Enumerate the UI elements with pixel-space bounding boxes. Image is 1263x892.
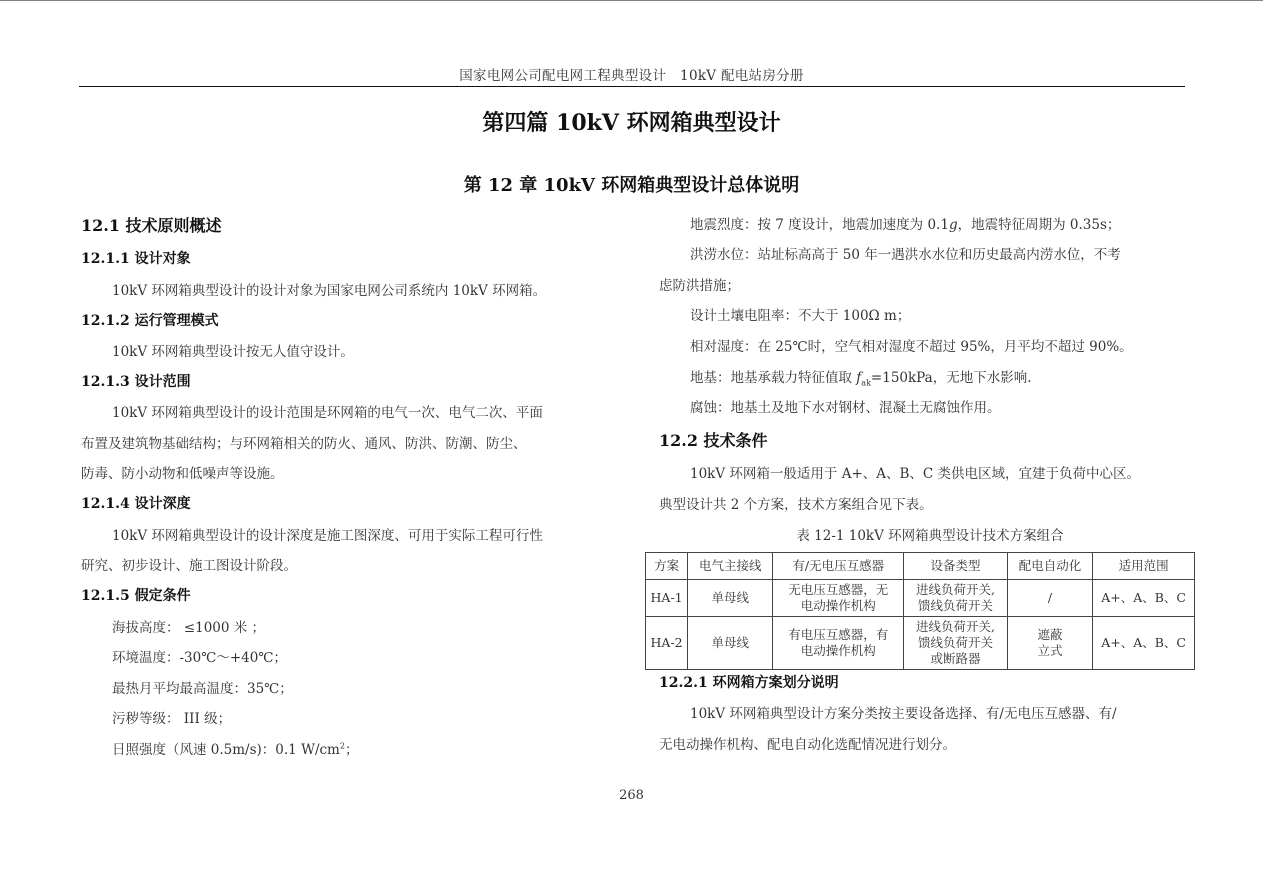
cell-line: 电动操作机构 [800,598,876,613]
paragraph-tech-conditions-line: 10kV 环网箱一般适用于 A+、A、B、C 类供电区域，宜建于负荷中心区。 [690,466,1141,482]
part-title: 第四篇 10kV 环网箱典型设计 [482,110,781,136]
column-header: 电气主接线 [688,553,773,580]
section-heading-12-1: 12.1 技术原则概述 [81,216,222,235]
solar-text: 日照强度（风速 0.5m/s)：0.1 W/cm [112,742,340,758]
paragraph-tech-conditions-line: 典型设计共 2 个方案，技术方案组合见下表。 [659,497,933,513]
condition-solar-intensity [81,738,358,758]
section-heading-12-2-1: 12.2.1 环网箱方案划分说明 [659,675,839,691]
cell-line: 馈线负荷开关 [917,598,993,613]
paragraph-design-depth-line: 10kV 环网箱典型设计的设计深度是施工图深度、可用于实际工程可行性 [112,528,543,544]
table-row [646,580,1195,617]
condition-flood-line: 洪涝水位：站址标高高于 50 年一遇洪水水位和历史最高内涝水位，不考 [690,247,1121,263]
header-rule [79,86,1185,87]
paragraph-design-scope-line: 布置及建筑物基础结构；与环网箱相关的防火、通风、防洪、防潮、防尘、 [81,436,527,452]
cell-automation [1007,617,1092,670]
condition-corrosion: 腐蚀：地基土及地下水对钢材、混凝土无腐蚀作用。 [690,400,1001,416]
cell-line: 有电压互感器，有 [788,627,889,642]
running-header: 国家电网公司配电网工程典型设计 10kV 配电站房分册 [459,68,804,84]
seismic-suffix: ，地震特征周期为 0.35s； [957,217,1121,233]
cell-line: 进线负荷开关, [915,582,995,597]
condition-ambient-temperature: 环境温度：-30℃～+40℃； [112,650,287,666]
condition-seismic [659,213,1120,233]
cell-wiring: 单母线 [688,580,773,617]
paragraph-operation-mode: 10kV 环网箱典型设计按无人值守设计。 [112,344,354,360]
scheme-table [645,552,1195,670]
cell-line: 进线负荷开关, [915,619,995,634]
paragraph-scheme-division-line: 无电动操作机构、配电自动化选配情况进行划分。 [659,737,956,753]
column-header: 适用范围 [1093,553,1195,580]
condition-flood-line: 虑防洪措施； [659,278,740,294]
cell-scope: A+、A、B、C [1093,580,1195,617]
cell-line: 无电压互感器，无 [788,582,889,597]
foundation-suffix: =150kPa，无地下水影响. [870,370,1032,386]
solar-suffix: ； [344,742,359,758]
cell-line: 或断路器 [930,651,981,666]
window-top-border [0,0,1263,1]
cell-line: / [1047,590,1053,605]
cell-line: 立式 [1037,643,1063,658]
condition-pollution-level: 污秽等级： III 级； [112,711,232,727]
condition-max-temperature: 最热月平均最高温度：35℃； [112,681,293,697]
cell-equipment [904,617,1008,670]
table-row [646,617,1195,670]
section-heading-12-1-1: 12.1.1 设计对象 [81,251,191,267]
condition-altitude: 海拔高度： ≤1000 米 ； [112,620,266,636]
chapter-title: 第 12 章 10kV 环网箱典型设计总体说明 [463,175,800,196]
cell-equipment [904,580,1008,617]
section-heading-12-2: 12.2 技术条件 [659,431,768,450]
cell-scheme: HA-1 [646,580,688,617]
section-heading-12-1-2: 12.1.2 运行管理模式 [81,313,219,329]
cell-pt [773,617,904,670]
paragraph-design-object: 10kV 环网箱典型设计的设计对象为国家电网公司系统内 10kV 环网箱。 [112,283,547,299]
seismic-g-symbol: g [948,217,958,233]
cell-automation [1007,580,1092,617]
table-header-row [646,553,1195,580]
cell-scheme: HA-2 [646,617,688,670]
cell-scope: A+、A、B、C [1093,617,1195,670]
cell-pt [773,580,904,617]
column-header: 有/无电压互感器 [773,553,904,580]
cell-wiring: 单母线 [688,617,773,670]
paragraph-scheme-division-line: 10kV 环网箱典型设计方案分类按主要设备选择、有/无电压互感器、有/ [690,706,1117,722]
paragraph-design-scope-line: 防毒、防小动物和低噪声等设施。 [81,466,284,482]
paragraph-design-scope-line: 10kV 环网箱典型设计的设计范围是环网箱的电气一次、电气二次、平面 [112,405,543,421]
seismic-text: 地震烈度：按 7 度设计，地震加速度为 0.1 [690,217,949,233]
section-heading-12-1-4: 12.1.4 设计深度 [81,496,191,512]
cell-line: 电动操作机构 [800,643,876,658]
foundation-f-symbol: f [856,370,862,386]
page-number: 268 [619,788,644,803]
section-heading-12-1-3: 12.1.3 设计范围 [81,374,191,390]
condition-soil-resistivity: 设计土壤电阻率：不大于 100Ω m； [690,308,911,324]
column-header: 设备类型 [904,553,1008,580]
condition-foundation [659,366,1032,388]
foundation-text: 地基：地基承载力特征值取 [690,370,857,386]
paragraph-design-depth-line: 研究、初步设计、施工图设计阶段。 [81,558,297,574]
condition-humidity: 相对湿度：在 25℃时，空气相对湿度不超过 95%，月平均不超过 90%。 [690,339,1133,355]
section-heading-12-1-5: 12.1.5 假定条件 [81,588,191,604]
table-caption: 表 12-1 10kV 环网箱典型设计技术方案组合 [796,528,1064,544]
foundation-subscript: ak [861,378,871,388]
cell-line: 遮蔽 [1037,627,1063,642]
column-header: 配电自动化 [1007,553,1092,580]
cell-line: 馈线负荷开关 [917,635,993,650]
column-header: 方案 [646,553,688,580]
solar-superscript: 2 [339,741,345,751]
